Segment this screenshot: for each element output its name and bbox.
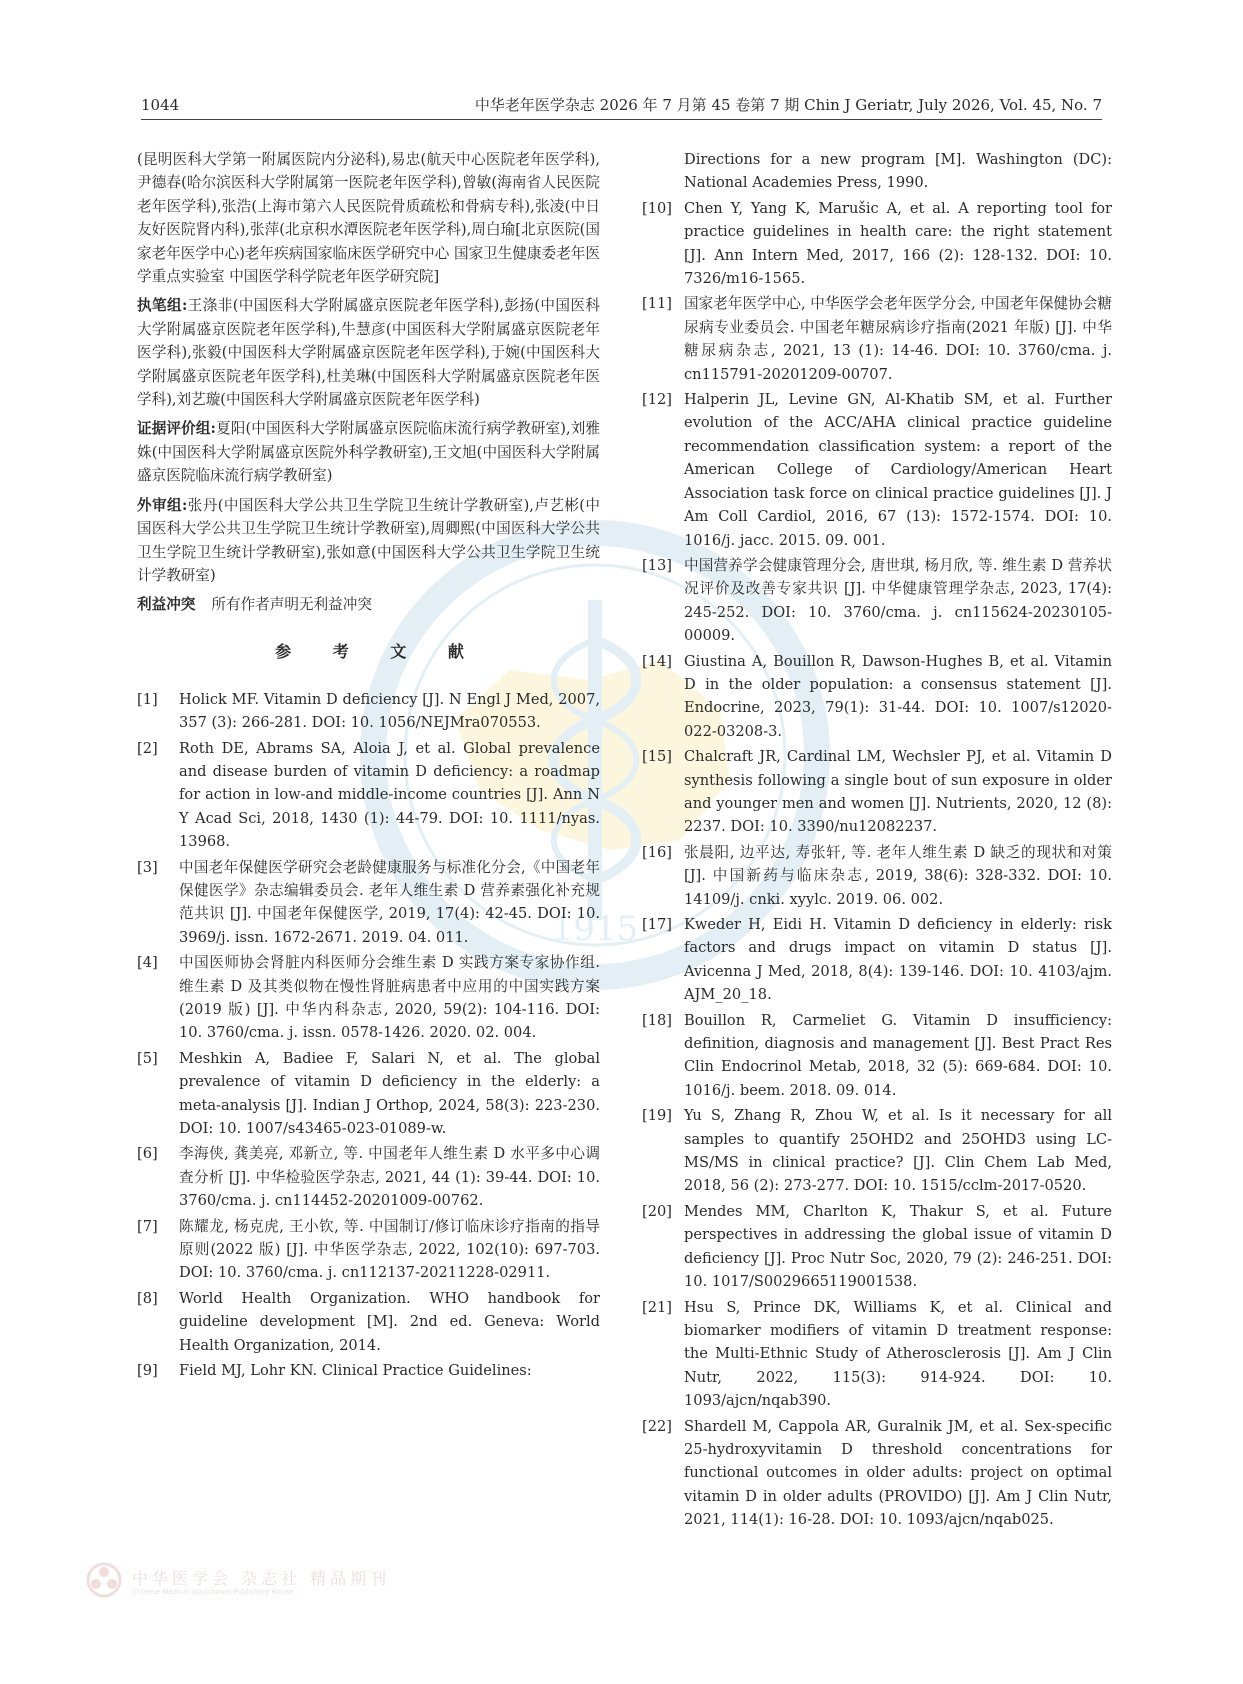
reference-item: [17] Kweder H, Eidi H. Vitamin D deficiency in elderly: risk factors and drugs impact on vitamin D status [J]. Avicenna J Med, 2018, 8(4): 139-146. DOI: 10. 4103/ajm. AJM_20_18. (642, 916, 1112, 1004)
reference-item: [14] Giustina A, Bouillon R, Dawson-Hughes B, et al. Vitamin D in the older population: a consensus statement [J]. Endocrine, 2023, 79(1): 31-44. DOI: 10. 1007/s12020-022-03208-3. (642, 652, 1112, 740)
conflict-label: 利益冲突 (137, 596, 196, 614)
evidence-list: 夏阳(中国医科大学附属盛京医院临床流行病学教研室),刘雅姝(中国医科大学附属盛京医院外科学教研室),王文旭(中国医科大学附属盛京医院临床流行病学教研室) (137, 420, 601, 485)
reference-item: [10] Chen Y, Yang K, Marušic A, et al. A reporting tool for practice guidelines in health care: the right statement [J]. Ann Intern Med, 2017, 166 (2): 128-132. DOI: 10. 7326/m16-1565. (642, 199, 1112, 288)
watermark-year: 1915 (551, 909, 639, 949)
left-column (137, 148, 600, 1385)
publisher-footer (84, 1560, 444, 1600)
reviewers-label: 外审组: (137, 496, 188, 514)
conflict-statement (137, 593, 600, 616)
reference-item: [11] 国家老年医学中心, 中华医学会老年医学分会, 中国老年保健协会糖尿病专业委员会. 中国老年糖尿病诊疗指南(2021 年版) [J]. 中华糖尿病杂志, 2021, 13 (1): 14-46. DOI: 10. 3760/cma. j. cn115791-20201209-00707. (642, 295, 1112, 383)
evidence-group (137, 417, 600, 487)
reviewers-group (137, 494, 600, 588)
reference-item: [20] Mendes MM, Charlton K, Thakur S, et al. Future perspectives in addressing the global issue of vitamin D deficiency [J]. Proc Nutr Soc, 2020, 79 (2): 246-251. DOI: 10. 1017/S0029665119001538. (642, 1202, 1112, 1291)
reference-item: [18] Bouillon R, Carmeliet G. Vitamin D insufficiency: definition, diagnosis and management [J]. Best Pract Res Clin Endocrinol Metab, 2018, 32 (5): 669-684. DOI: 10. 1016/j. beem. 2018. 09. 014. (642, 1011, 1112, 1099)
footer-subtext: Chinese Medical Association Publishing House (132, 1588, 294, 1596)
conflict-text: 所有作者声明无利益冲突 (211, 596, 372, 614)
reference-item: [16] 张晨阳, 边平达, 寿张轩, 等. 老年人维生素 D 缺乏的现状和对策 [J]. 中国新药与临床杂志, 2019, 38(6): 328-332. DOI: 10. 14109/j. cnki. xyylc. 2019. 06. 002. (642, 843, 1112, 908)
cma-publishing-logo-icon (84, 1560, 124, 1600)
reference-item: [1] Holick MF. Vitamin D deficiency [J]. N Engl J Med, 2007, 357 (3): 266-281. DOI: 10. 1056/NEJMra070553. (137, 690, 600, 732)
reference-item: [4] 中国医师协会肾脏内科医师分会维生素 D 实践方案专家协作组. 维生素 D 及其类似物在慢性肾脏病患者中应用的中国实践方案(2019 版) [J]. 中华内科杂志, 2020, 59(2): 104-116. DOI: 10. 3760/cma. j. issn. 0578-1426. 2020. 02. 004. (137, 954, 600, 1042)
journal-info: 中华老年医学杂志 2026 年 7 月第 45 卷第 7 期 Chin J Geriatr, July 2026, Vol. 45, No. 7 (474, 96, 1102, 114)
contributors-intro: (昆明医科大学第一附属医院内分泌科),易忠(航天中心医院老年医学科),尹德春(哈尔滨医科大学附属第一医院老年医学科),曾敏(海南省人民医院老年医学科),张浩(上海市第六人民医院骨质疏松和骨病专科),张凌(中日友好医院肾内科),张萍(北京积水潭医院老年医学科),周白瑜[北京医院(国家老年医学中心)老年疾病国家临床医学研究中心 国家卫生健康委老年医学重点实验室 中国医学科学院老年医学研究院] (137, 151, 600, 286)
reference-item: [15] Chalcraft JR, Cardinal LM, Wechsler PJ, et al. Vitamin D synthesis following a single bout of sun exposure in older and younger men and women [J]. Nutrients, 2020, 12 (8): 2237. DOI: 10. 3390/nu12082237. (642, 748, 1112, 836)
reference-item: [19] Yu S, Zhang R, Zhou W, et al. Is it necessary for all samples to quantify 25OHD2 and 25OHD3 using LC-MS/MS in clinical practice? [J]. Clin Chem Lab Med, 2018, 56 (2): 273-277. DOI: 10. 1515/cclm-2017-0520. (642, 1107, 1112, 1195)
reference-item: [3] 中国老年保健医学研究会老龄健康服务与标准化分会,《中国老年保健医学》杂志编辑委员会. 老年人维生素 D 营养素强化补充规范共识 [J]. 中国老年保健医学, 2019, 17(4): 42-45. DOI: 10. 3969/j. issn. 1672-2671. 2019. 04. 011. (137, 858, 600, 946)
page-number: 1044 (141, 96, 180, 114)
reference-item: [9] Field MJ, Lohr KN. Clinical Practice Guidelines: (137, 1362, 532, 1380)
writers-label: 执笔组: (137, 297, 188, 315)
references-title: 参 考 文 献 (275, 641, 482, 661)
reference-item: [13] 中国营养学会健康管理分会, 唐世琪, 杨月欣, 等. 维生素 D 营养状况评价及改善专家共识 [J]. 中华健康管理学杂志, 2023, 17(4): 245-252. DOI: 10. 3760/cma. j. cn115624-20230105-00009. (642, 556, 1112, 645)
right-column (642, 148, 1112, 1534)
footer-text: 中华医学会 杂志社 精品期刊 (132, 1569, 391, 1588)
header-rule (141, 119, 1102, 120)
reference-item: [5] Meshkin A, Badiee F, Salari N, et al. The global prevalence of vitamin D deficiency in the elderly: a meta-analysis [J]. Indian J Orthop, 2024, 58(3): 223-230. DOI: 10. 1007/s43465-023-01089-w. (137, 1049, 600, 1138)
reference-item: [6] 李海侠, 龚美亮, 邓新立, 等. 中国老年人维生素 D 水平多中心调查分析 [J]. 中华检验医学杂志, 2021, 44 (1): 39-44. DOI: 10. 3760/cma. j. cn114452-20201009-00762. (137, 1145, 600, 1210)
reference-continuation: Directions for a new program [M]. Washington (DC): National Academies Press, 1990. (684, 151, 1112, 192)
reference-item: [21] Hsu S, Prince DK, Williams K, et al. Clinical and biomarker modifiers of vitamin D treatment response: the Multi-Ethnic Study of Atherosclerosis [J]. Am J Clin Nutr, 2022, 115(3): 914-924. DOI: 10. 1093/ajcn/nqab390. (642, 1298, 1112, 1410)
reference-item: [7] 陈耀龙, 杨克虎, 王小钦, 等. 中国制订/修订临床诊疗指南的指导原则(2022 版) [J]. 中华医学杂志, 2022, 102(10): 697-703. DOI: 10. 3760/cma. j. cn112137-20211228-02911. (137, 1217, 600, 1282)
reference-item: [8] World Health Organization. WHO handbook for guideline development [M]. 2nd ed. Geneva: World Health Organization, 2014. (137, 1289, 600, 1354)
running-header (141, 94, 1102, 118)
writers-group (137, 294, 600, 411)
reference-item: [2] Roth DE, Abrams SA, Aloia J, et al. Global prevalence and disease burden of vitamin D deficiency: a roadmap for action in low-and middle-income countries [J]. Ann N Y Acad Sci, 2018, 1430 (1): 44-79. DOI: 10. 1111/nyas. 13968. (137, 739, 600, 851)
evidence-label: 证据评价组: (137, 420, 216, 438)
reference-item: [12] Halperin JL, Levine GN, Al-Khatib SM, et al. Further evolution of the ACC/AHA clinical practice guideline recommendation classification system: a report of the American College of Cardiology/American Heart Association task force on clinical practice guidelines [J]. J Am Coll Cardiol, 2016, 67 (13): 1572-1574. DOI: 10. 1016/j. jacc. 2015. 09. 001. (642, 391, 1112, 549)
writers-list: 王涤非(中国医科大学附属盛京医院老年医学科),彭扬(中国医科大学附属盛京医院老年医学科),牛慧彦(中国医科大学附属盛京医院老年医学科),张毅(中国医科大学附属盛京医院老年医学科),于婉(中国医科大学附属盛京医院老年医学科),杜美琳(中国医科大学附属盛京医院老年医学科),刘艺璇(中国医科大学附属盛京医院老年医学科) (137, 297, 600, 409)
reference-item: [22] Shardell M, Cappola AR, Guralnik JM, et al. Sex-specific 25-hydroxyvitamin D threshold concentrations for functional outcomes in older adults: project on optimal vitamin D in older adults (PROVIDO) [J]. Am J Clin Nutr, 2021, 114(1): 16-28. DOI: 10. 1093/ajcn/nqab025. (642, 1417, 1112, 1529)
reviewers-list: 张丹(中国医科大学公共卫生学院卫生统计学教研室),卢艺彬(中国医科大学公共卫生学院卫生统计学教研室),周卿熙(中国医科大学公共卫生学院卫生统计学教研室),张如意(中国医科大学公共卫生学院卫生统计学教研室) (137, 496, 600, 584)
